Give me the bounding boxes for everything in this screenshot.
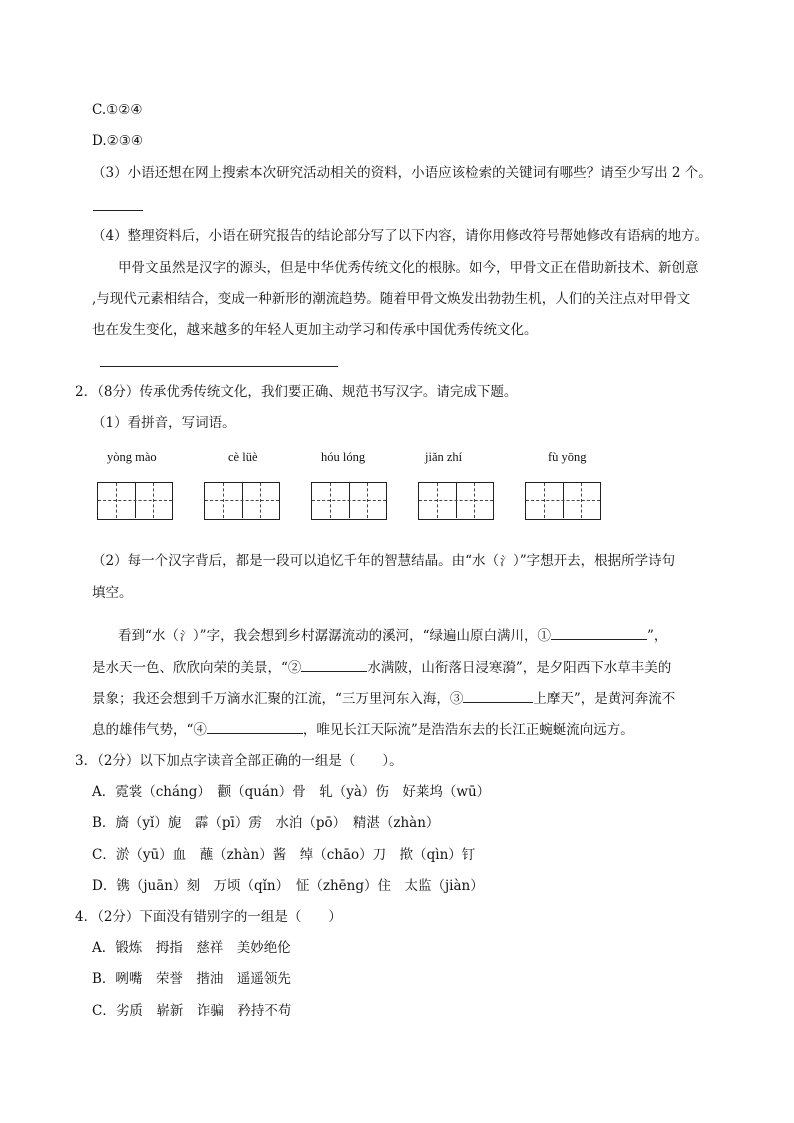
fill-blank-3[interactable] [463,688,533,703]
fill-paragraph-line: 是水天一色、欣欣向荣的美景，“② 水满陂，山衔落日浸寒漪”，是夕阳西下水草丰美的 [92,657,671,678]
fill-paragraph-line: 景象；我还会想到千万滴水汇聚的江流，“三万里河东入海，③ 上摩天”，是黄河奔流不 [92,688,675,709]
option-b: B．旖（yǐ）旎 霹（pī）雳 水泊（pō） 精湛（zhàn） [92,815,440,831]
option-c: C．淤（yū）血 蘸（zhàn）酱 绰（chāo）刀 揿（qìn）钉 [92,847,476,863]
option-c: C.①②④ [92,102,143,118]
writing-grid[interactable] [204,482,280,520]
water-radical-glyph: 氵 [500,554,513,568]
option-b: B．咧嘴 荣誉 揩油 遥遥领先 [92,971,291,987]
sub-question-2: （2）每一个汉字背后，都是一段可以追忆千年的智慧结晶。由“水（氵）”字想开去，根据所学诗句 [92,553,676,569]
option-a: A．霓裳（cháng） 颧（quán）骨 轧（yà）伤 好莱坞（wū） [92,784,491,800]
question-2-stem: 2．（8分）传承优秀传统文化，我们要正确、规范书写汉字。请完成下题。 [75,384,518,400]
pinyin-label: jiǎn zhí [425,450,463,464]
fill-blank-2[interactable] [301,657,367,672]
sub-question-3: （3）小语还想在网上搜索本次研究活动相关的资料，小语应该检索的关键词有哪些？请至少写出 2 个。 [92,165,712,181]
option-c: C．劣质 崭新 诈骗 矜持不苟 [92,1003,292,1019]
water-radical-glyph: 氵 [179,629,192,643]
writing-grid[interactable] [97,482,173,520]
answer-line [100,366,338,367]
sub-question-2-cont: 填空。 [92,585,133,601]
pinyin-label: hóu lóng [321,450,366,464]
paragraph-line: 甲骨文虽然是汉字的源头，但是中华优秀传统文化的根脉。如今，甲骨文正在借助新技术、新创意 [118,260,699,276]
pinyin-label: cè lüè [228,450,258,464]
writing-grid[interactable] [525,482,601,520]
fill-paragraph-line: 看到“水（氵）”字，我会想到乡村潺潺流动的溪河，“绿遍山原白满川，① ”， [118,625,667,646]
writing-grid[interactable] [311,482,387,520]
option-a: A．锻炼 拇指 慈祥 美妙绝伦 [92,940,291,956]
fill-paragraph-line: 息的雄伟气势，“④ ，唯见长江天际流”是浩浩东去的长江正蜿蜒流向远方。 [92,719,634,740]
fill-blank-4[interactable] [207,719,303,734]
sub-question-1: （1）看拼音，写词语。 [92,415,236,431]
writing-grid[interactable] [418,482,494,520]
question-4-stem: 4．（2分）下面没有错别字的一组是（ ） [75,909,342,925]
paragraph-line: ,与现代元素相结合，变成一种新形的潮流趋势。随着甲骨文焕发出勃勃生机，人们的关注点对甲骨文 [92,291,691,307]
answer-line [93,210,143,211]
pinyin-label: yòng mào [107,450,157,464]
pinyin-label: fù yōng [548,450,587,464]
option-d: D．镌（juān）刻 万顷（qǐn） 怔（zhēng）住 太监（jiàn） [92,878,484,894]
sub-question-4: （4）整理资料后，小语在研究报告的结论部分写了以下内容，请你用修改符号帮她修改有语病的地方。 [92,228,709,244]
paragraph-line: 也在发生变化，越来越多的年轻人更加主动学习和传承中国优秀传统文化。 [92,322,538,338]
question-3-stem: 3．（2分）以下加点字读音全部正确的一组是（ ）。 [75,753,403,769]
fill-blank-1[interactable] [551,625,647,640]
option-d: D.②③④ [92,133,143,149]
